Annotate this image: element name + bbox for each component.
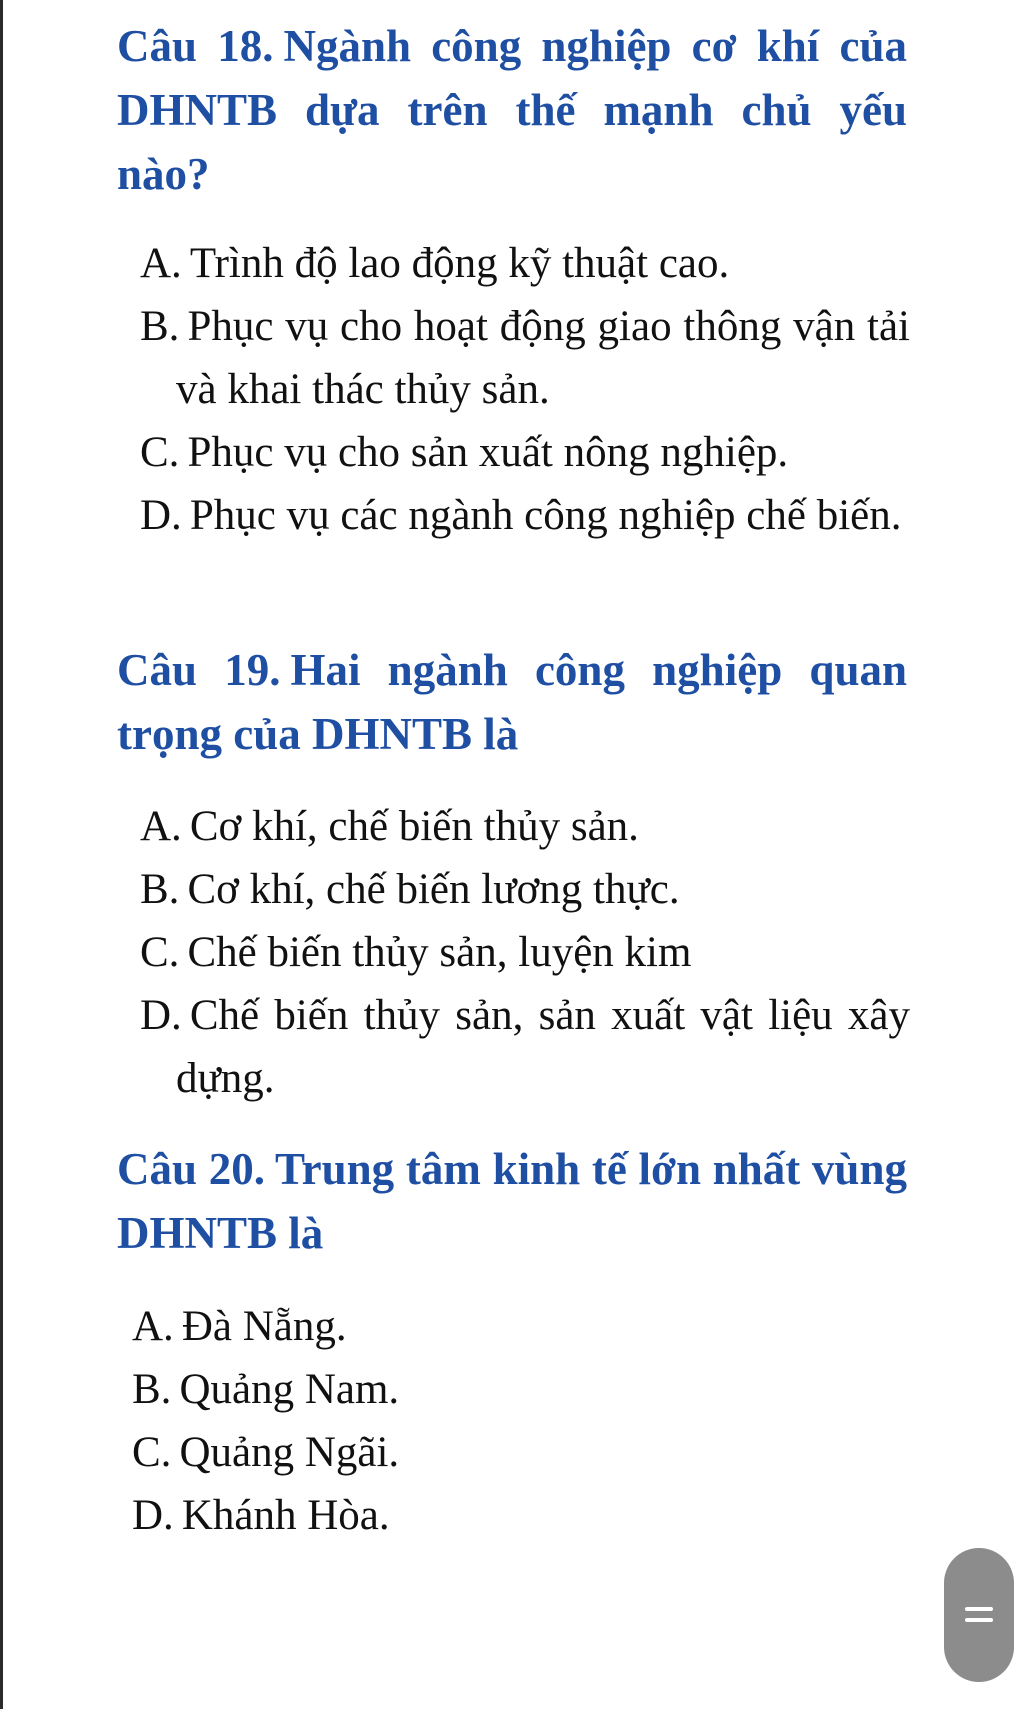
option-letter: A. <box>140 803 182 850</box>
question-number: Câu 18. <box>117 21 274 71</box>
question-18 <box>117 14 907 206</box>
option-text: Trình độ lao động kỹ thuật cao. <box>189 240 730 287</box>
option-letter: C. <box>140 429 180 476</box>
option-text: Quảng Nam. <box>179 1366 400 1413</box>
option-letter: C. <box>140 929 180 976</box>
option-c <box>132 1421 902 1484</box>
option-c <box>140 921 910 984</box>
option-text: Chế biến thủy sản, luyện kim <box>187 929 692 976</box>
option-text: Khánh Hòa. <box>181 1492 390 1539</box>
option-text: Cơ khí, chế biến lương thực. <box>187 866 680 913</box>
question-20-options <box>132 1295 902 1547</box>
option-a <box>132 1295 902 1358</box>
option-text: Phục vụ cho hoạt động giao thông vận tải và khai thác thủy sản. <box>176 303 910 413</box>
question-number: Câu 19. <box>117 645 281 695</box>
question-text: Ngành công nghiệp cơ khí của DHNTB dựa trên thế mạnh chủ yếu nào? <box>117 21 907 199</box>
option-letter: B. <box>140 303 180 350</box>
option-text: Phục vụ các ngành công nghiệp chế biến. <box>189 492 902 539</box>
option-d <box>140 484 910 547</box>
question-20 <box>117 1137 907 1265</box>
option-b <box>140 295 910 421</box>
option-d <box>132 1484 902 1547</box>
option-text: Đà Nẵng. <box>181 1303 347 1350</box>
question-19 <box>117 638 907 766</box>
option-letter: D. <box>140 992 182 1039</box>
question-text: Hai ngành công nghiệp quan trọng của DHNTB là <box>117 645 907 759</box>
option-d <box>140 984 910 1110</box>
option-letter: A. <box>132 1303 174 1350</box>
option-letter: D. <box>140 492 182 539</box>
option-letter: C. <box>132 1429 172 1476</box>
question-19-options <box>140 795 910 1110</box>
option-b <box>132 1358 902 1421</box>
option-text: Cơ khí, chế biến thủy sản. <box>189 803 639 850</box>
option-b <box>140 858 910 921</box>
option-a <box>140 232 910 295</box>
option-c <box>140 421 910 484</box>
option-letter: B. <box>132 1366 172 1413</box>
option-text: Phục vụ cho sản xuất nông nghiệp. <box>187 429 789 476</box>
scroll-handle[interactable] <box>944 1548 1014 1682</box>
option-a <box>140 795 910 858</box>
option-text: Chế biến thủy sản, sản xuất vật liệu xây dựng. <box>176 992 910 1102</box>
option-letter: A. <box>140 240 182 287</box>
left-edge-line <box>0 0 3 1709</box>
question-18-options <box>140 232 910 547</box>
question-text: Trung tâm kinh tế lớn nhất vùng DHNTB là <box>117 1144 907 1258</box>
option-letter: D. <box>132 1492 174 1539</box>
option-text: Quảng Ngãi. <box>179 1429 400 1476</box>
option-letter: B. <box>140 866 180 913</box>
question-number: Câu 20. <box>117 1144 265 1194</box>
